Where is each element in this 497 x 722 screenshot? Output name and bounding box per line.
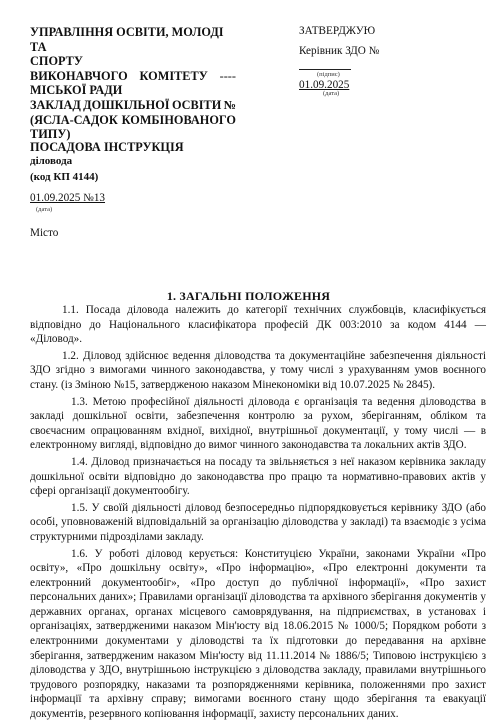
org-line-6-word-2: КОМБІНОВАНОГО: [121, 112, 236, 127]
approval-block: [299, 25, 469, 97]
org-line-3: [30, 69, 236, 84]
organization-header: [30, 25, 236, 142]
document-date-number: 01.09.2025 №13: [30, 192, 106, 204]
org-line-3-word-2: КОМІТЕТУ: [139, 68, 208, 83]
paragraph-1-2: 1.2. Діловод здійснює ведення діловодства та документаційне забезпечення діяльності ЗДО згідно з вимогами чинного законодавства, у тому числі з урахуванням умов воєнного стану. (із Зміною №15, затвердженою наказом Мінекономіки від 10.07.2025 № 2845).: [30, 349, 486, 391]
paragraph-1-6: 1.6. У роботі діловод керується: Конституцією України, законами України «Про освіту», «Про дошкільну освіту», «Про інформацію», «Про електронні документи та електронний документообіг», «Про доступ до публічної інформації», «Про захист персональних даних»; Правилами організації діловодства та архівного зберігання документів у державних органах, органах місцевого самоврядування, на підприємствах, в установах і організаціях, затвердженими наказом Мін'юсту від 18.06.2015 № 1000/5; Порядком роботи з електронними документами у діловодстві та їх підготовки до передавання на архівне зберігання, затвердженим наказом Мін'юсту від 11.11.2014 № 1886/5; Типовою інструкцією з діловодства у ЗДО, внутрішньою інструкцією з діловодства закладу, правилами внутрішнього трудового розпорядку, наказами та розпорядженнями керівника, положеннями про захист інформації та архівну справу; вимогами воєнного стану щодо зберігання та евакуації документів, резервного копіювання інформації, захисту персональних даних.: [30, 547, 486, 721]
approval-head: Керівник ЗДО №: [299, 45, 380, 57]
approval-date: 01.09.2025: [299, 79, 350, 91]
org-line-5: [30, 98, 236, 113]
document-code: (код КП 4144): [30, 170, 99, 183]
signature-line: [299, 68, 351, 70]
document-position: діловода: [30, 154, 73, 167]
org-line-3-word-3: ----: [219, 68, 236, 83]
org-line-1: УПРАВЛІННЯ ОСВІТИ, МОЛОДІ ТА: [30, 25, 224, 54]
org-line-6-word-1: (ЯСЛА-САДОК: [30, 112, 118, 127]
org-line-3-word-1: ВИКОНАВЧОГО: [30, 68, 128, 83]
org-line-7: ТИПУ): [30, 127, 71, 142]
org-line-4: МІСЬКОЇ РАДИ: [30, 83, 123, 98]
approval-title: ЗАТВЕРДЖУЮ: [299, 25, 376, 37]
paragraph-1-1: 1.1. Посада діловода належить до категорії технічних службовців, класифікується відповідно до Національного класифікатора професій ДК 003:2010 за кодом 4144 — «Діловод».: [30, 304, 486, 346]
document-title-block: [30, 140, 280, 184]
paragraph-1-5: 1.5. У своїй діяльності діловод безпосередньо підпорядковується керівнику ЗДО (або особі, уповноваженій відповідальній за організацію діловодства у закладі) та взаємодіє з усіма структурними підрозділами закладу.: [30, 501, 486, 543]
org-line-5-word-3: ОСВІТИ: [171, 97, 222, 112]
approval-date-caption: (дата): [323, 90, 340, 97]
document-title: ПОСАДОВА ІНСТРУКЦІЯ: [30, 140, 184, 154]
org-line-5-word-4: №: [223, 97, 236, 112]
document-city: Місто: [30, 227, 59, 239]
section-heading: 1. ЗАГАЛЬНІ ПОЛОЖЕННЯ: [166, 289, 331, 303]
org-line-6: [30, 113, 236, 128]
signature-caption: (підпис): [317, 71, 340, 78]
org-line-5-word-1: ЗАКЛАД: [30, 97, 81, 112]
section-body: [30, 303, 486, 722]
org-line-2: СПОРТУ: [30, 54, 83, 69]
paragraph-1-3: 1.3. Метою професійної діяльності діловода є організація та ведення діловодства в закладі дошкільної освіти, забезпечення контролю за рухом, зберіганням, обліком та своєчасним опрацюванням вхідної, вихідної, внутрішньої документації, у тому числі — в електронному вигляді, відповідно до вимог чинного законодавства та локальних актів ЗДО.: [30, 395, 486, 452]
org-line-5-word-2: ДОШКІЛЬНОЇ: [83, 97, 170, 112]
paragraph-1-4: 1.4. Діловод призначається на посаду та звільняється з неї наказом керівника закладу дошкільної освіти відповідно до законодавства про працю та нормативно-правових актів у сфері організації документообігу.: [30, 455, 486, 498]
document-date-caption: (дата): [36, 206, 53, 213]
